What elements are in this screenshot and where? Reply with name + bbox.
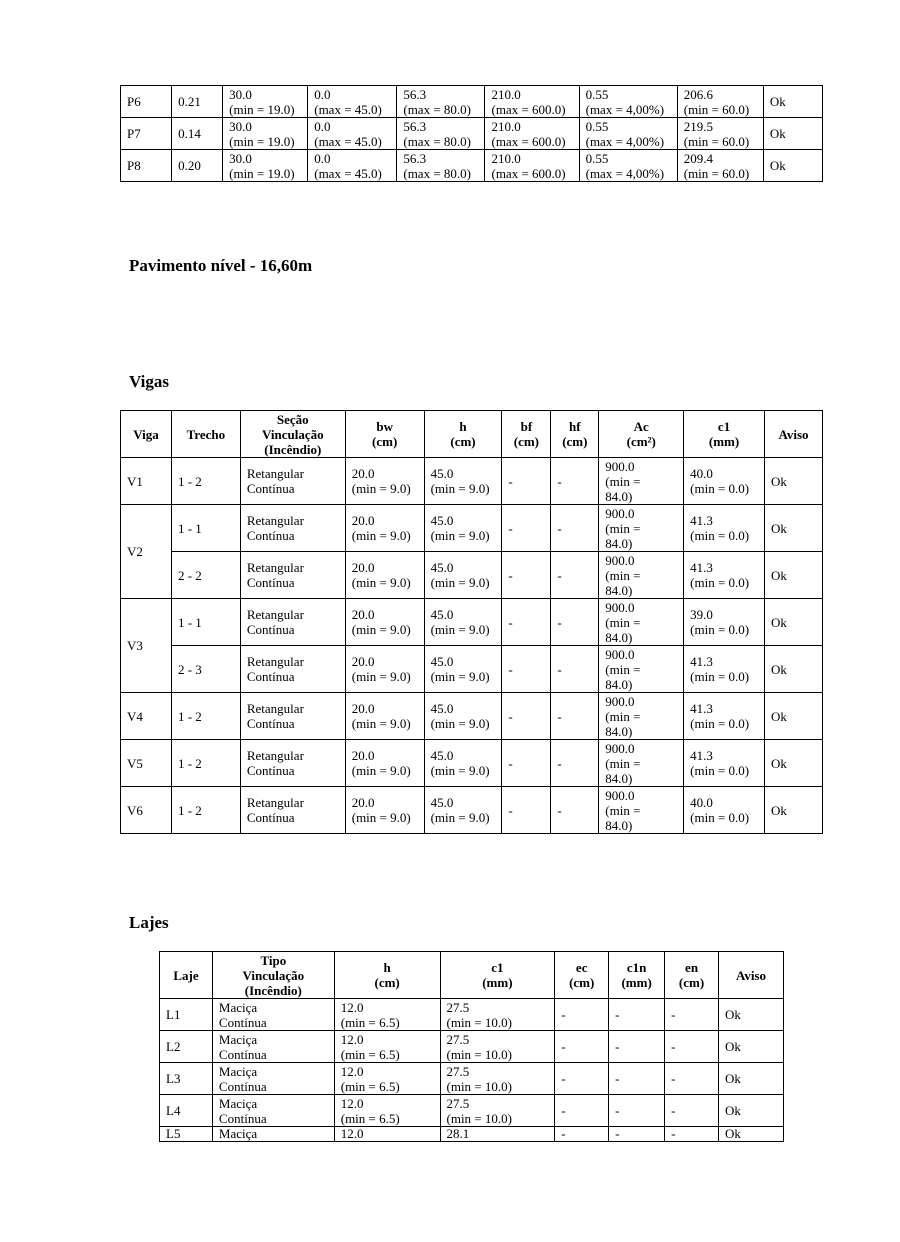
- laje-aviso: Ok: [719, 1127, 784, 1142]
- viga-bw: 20.0 (min = 9.0): [345, 740, 424, 787]
- viga-bf: -: [502, 787, 551, 834]
- viga-secao: Retangular Contínua: [240, 505, 345, 552]
- viga-aviso: Ok: [764, 646, 822, 693]
- viga-hf: -: [551, 693, 599, 740]
- viga-c1: 40.0 (min = 0.0): [684, 787, 765, 834]
- laje-en: -: [665, 1127, 719, 1142]
- viga-secao: Retangular Contínua: [240, 693, 345, 740]
- pilar-cell: 56.3 (max = 80.0): [397, 118, 485, 150]
- viga-hf: -: [551, 552, 599, 599]
- viga-bf: -: [502, 599, 551, 646]
- viga-id: V6: [121, 787, 172, 834]
- viga-ac: 900.0 (min = 84.0): [599, 505, 684, 552]
- pilar-cell: 210.0 (max = 600.0): [485, 150, 579, 182]
- viga-aviso: Ok: [764, 693, 822, 740]
- laje-c1: 27.5 (min = 10.0): [440, 1095, 555, 1127]
- laje-c1n: -: [609, 999, 665, 1031]
- laje-h: 12.0 (min = 6.5): [334, 1095, 440, 1127]
- table-row: [121, 118, 823, 150]
- viga-trecho: 1 - 1: [171, 599, 240, 646]
- viga-bw: 20.0 (min = 9.0): [345, 599, 424, 646]
- viga-secao: Retangular Contínua: [240, 599, 345, 646]
- laje-ec: -: [555, 1095, 609, 1127]
- laje-c1: 27.5 (min = 10.0): [440, 1063, 555, 1095]
- laje-tipo: Maciça Contínua: [212, 1031, 334, 1063]
- viga-bw: 20.0 (min = 9.0): [345, 693, 424, 740]
- viga-hf: -: [551, 599, 599, 646]
- laje-ec: -: [555, 1063, 609, 1095]
- viga-h: 45.0 (min = 9.0): [424, 646, 502, 693]
- pilar-cell: 56.3 (max = 80.0): [397, 86, 485, 118]
- viga-hf: -: [551, 458, 599, 505]
- viga-bf: -: [502, 693, 551, 740]
- viga-bf: -: [502, 740, 551, 787]
- laje-en: -: [665, 999, 719, 1031]
- col-header-aviso: Aviso: [764, 411, 822, 458]
- pilar-cell: 0.55 (max = 4,00%): [579, 118, 677, 150]
- table-row: [121, 599, 823, 646]
- pilar-value: 0.21: [172, 86, 223, 118]
- viga-h: 45.0 (min = 9.0): [424, 787, 502, 834]
- laje-id: L3: [160, 1063, 213, 1095]
- pilar-id: P8: [121, 150, 172, 182]
- viga-h: 45.0 (min = 9.0): [424, 505, 502, 552]
- viga-secao: Retangular Contínua: [240, 646, 345, 693]
- col-header-trecho: Trecho: [171, 411, 240, 458]
- viga-ac: 900.0 (min = 84.0): [599, 787, 684, 834]
- pilar-cell: 0.0 (max = 45.0): [308, 150, 397, 182]
- viga-bf: -: [502, 552, 551, 599]
- laje-aviso: Ok: [719, 1063, 784, 1095]
- laje-c1n: -: [609, 1031, 665, 1063]
- viga-c1: 41.3 (min = 0.0): [684, 505, 765, 552]
- lajes-table: [159, 951, 784, 1142]
- viga-bw: 20.0 (min = 9.0): [345, 458, 424, 505]
- laje-h: 12.0 (min = 6.5): [334, 1063, 440, 1095]
- pilar-value: 0.20: [172, 150, 223, 182]
- col-header-laje: Laje: [160, 952, 213, 999]
- pilar-cell: 56.3 (max = 80.0): [397, 150, 485, 182]
- laje-h: 12.0 (min = 6.5): [334, 1031, 440, 1063]
- viga-trecho: 1 - 2: [171, 787, 240, 834]
- pilar-cell: 0.55 (max = 4,00%): [579, 150, 677, 182]
- laje-tipo: Maciça Contínua: [212, 1095, 334, 1127]
- viga-hf: -: [551, 646, 599, 693]
- laje-id: L1: [160, 999, 213, 1031]
- viga-ac: 900.0 (min = 84.0): [599, 740, 684, 787]
- table-row: [121, 505, 823, 552]
- viga-h: 45.0 (min = 9.0): [424, 458, 502, 505]
- table-row: [121, 552, 823, 599]
- table-row: [160, 999, 784, 1031]
- pilar-cell: 206.6 (min = 60.0): [677, 86, 763, 118]
- pilar-cell: 30.0 (min = 19.0): [223, 86, 308, 118]
- viga-ac: 900.0 (min = 84.0): [599, 646, 684, 693]
- laje-c1: 27.5 (min = 10.0): [440, 999, 555, 1031]
- viga-id: V1: [121, 458, 172, 505]
- col-header-c1: c1 (mm): [440, 952, 555, 999]
- viga-trecho: 2 - 2: [171, 552, 240, 599]
- laje-tipo: Maciça Contínua: [212, 1063, 334, 1095]
- laje-c1n: -: [609, 1127, 665, 1142]
- viga-secao: Retangular Contínua: [240, 740, 345, 787]
- viga-secao: Retangular Contínua: [240, 458, 345, 505]
- table-row: [121, 693, 823, 740]
- viga-secao: Retangular Contínua: [240, 552, 345, 599]
- laje-aviso: Ok: [719, 1031, 784, 1063]
- laje-tipo: Maciça: [212, 1127, 334, 1142]
- viga-id: V2: [121, 505, 172, 599]
- viga-aviso: Ok: [764, 740, 822, 787]
- col-header-c1: c1 (mm): [684, 411, 765, 458]
- pilar-cell: 0.0 (max = 45.0): [308, 86, 397, 118]
- viga-ac: 900.0 (min = 84.0): [599, 693, 684, 740]
- pilar-id: P7: [121, 118, 172, 150]
- col-header-ac: Ac (cm²): [599, 411, 684, 458]
- laje-c1n: -: [609, 1095, 665, 1127]
- pilar-cell: 219.5 (min = 60.0): [677, 118, 763, 150]
- viga-ac: 900.0 (min = 84.0): [599, 458, 684, 505]
- viga-c1: 40.0 (min = 0.0): [684, 458, 765, 505]
- pilar-cell: 30.0 (min = 19.0): [223, 118, 308, 150]
- viga-bw: 20.0 (min = 9.0): [345, 505, 424, 552]
- laje-id: L5: [160, 1127, 213, 1142]
- vigas-title: Vigas: [129, 372, 169, 391]
- viga-id: V5: [121, 740, 172, 787]
- viga-hf: -: [551, 787, 599, 834]
- pilar-value: 0.14: [172, 118, 223, 150]
- col-header-hf: hf (cm): [551, 411, 599, 458]
- viga-secao: Retangular Contínua: [240, 787, 345, 834]
- pilar-cell: 30.0 (min = 19.0): [223, 150, 308, 182]
- viga-bw: 20.0 (min = 9.0): [345, 646, 424, 693]
- laje-aviso: Ok: [719, 1095, 784, 1127]
- table-row: [121, 646, 823, 693]
- laje-c1: 27.5 (min = 10.0): [440, 1031, 555, 1063]
- col-header-viga: Viga: [121, 411, 172, 458]
- table-header-row: [160, 952, 784, 999]
- col-header-h: h (cm): [424, 411, 502, 458]
- laje-id: L2: [160, 1031, 213, 1063]
- laje-c1n: -: [609, 1063, 665, 1095]
- col-header-h: h (cm): [334, 952, 440, 999]
- col-header-c1n: c1n (mm): [609, 952, 665, 999]
- viga-trecho: 1 - 1: [171, 505, 240, 552]
- pilar-cell: 210.0 (max = 600.0): [485, 86, 579, 118]
- laje-ec: -: [555, 1031, 609, 1063]
- viga-id: V3: [121, 599, 172, 693]
- pilar-aviso: Ok: [763, 118, 822, 150]
- pilar-cell: 0.55 (max = 4,00%): [579, 86, 677, 118]
- pilar-aviso: Ok: [763, 150, 822, 182]
- pavimento-title: Pavimento nível - 16,60m: [129, 256, 313, 275]
- table-row: [160, 1127, 784, 1142]
- viga-c1: 39.0 (min = 0.0): [684, 599, 765, 646]
- viga-trecho: 1 - 2: [171, 740, 240, 787]
- viga-bf: -: [502, 646, 551, 693]
- col-header-en: en (cm): [665, 952, 719, 999]
- laje-h: 12.0: [334, 1127, 440, 1142]
- viga-trecho: 1 - 2: [171, 693, 240, 740]
- viga-aviso: Ok: [764, 458, 822, 505]
- viga-bf: -: [502, 505, 551, 552]
- viga-h: 45.0 (min = 9.0): [424, 552, 502, 599]
- table-row: [121, 86, 823, 118]
- table-row: [121, 458, 823, 505]
- viga-h: 45.0 (min = 9.0): [424, 599, 502, 646]
- viga-h: 45.0 (min = 9.0): [424, 693, 502, 740]
- viga-trecho: 1 - 2: [171, 458, 240, 505]
- pilar-cell: 0.0 (max = 45.0): [308, 118, 397, 150]
- viga-aviso: Ok: [764, 505, 822, 552]
- col-header-aviso: Aviso: [719, 952, 784, 999]
- laje-aviso: Ok: [719, 999, 784, 1031]
- table-row: [121, 787, 823, 834]
- table-row: [160, 1063, 784, 1095]
- laje-ec: -: [555, 999, 609, 1031]
- col-header-bf: bf (cm): [502, 411, 551, 458]
- table-row: [160, 1095, 784, 1127]
- viga-c1: 41.3 (min = 0.0): [684, 646, 765, 693]
- pilares-table: [120, 85, 823, 182]
- laje-ec: -: [555, 1127, 609, 1142]
- viga-aviso: Ok: [764, 599, 822, 646]
- table-row: [121, 740, 823, 787]
- vigas-table: [120, 410, 823, 834]
- laje-c1: 28.1: [440, 1127, 555, 1142]
- col-header-tipo: Tipo Vinculação (Incêndio): [212, 952, 334, 999]
- laje-h: 12.0 (min = 6.5): [334, 999, 440, 1031]
- viga-ac: 900.0 (min = 84.0): [599, 599, 684, 646]
- col-header-secao: Seção Vinculação (Incêndio): [240, 411, 345, 458]
- pilar-id: P6: [121, 86, 172, 118]
- viga-c1: 41.3 (min = 0.0): [684, 552, 765, 599]
- pilar-cell: 209.4 (min = 60.0): [677, 150, 763, 182]
- viga-aviso: Ok: [764, 787, 822, 834]
- viga-id: V4: [121, 693, 172, 740]
- viga-hf: -: [551, 740, 599, 787]
- table-row: [160, 1031, 784, 1063]
- viga-trecho: 2 - 3: [171, 646, 240, 693]
- viga-h: 45.0 (min = 9.0): [424, 740, 502, 787]
- table-row: [121, 150, 823, 182]
- viga-hf: -: [551, 505, 599, 552]
- viga-aviso: Ok: [764, 552, 822, 599]
- table-header-row: [121, 411, 823, 458]
- pilar-cell: 210.0 (max = 600.0): [485, 118, 579, 150]
- laje-en: -: [665, 1095, 719, 1127]
- viga-bw: 20.0 (min = 9.0): [345, 787, 424, 834]
- viga-c1: 41.3 (min = 0.0): [684, 740, 765, 787]
- viga-bf: -: [502, 458, 551, 505]
- laje-id: L4: [160, 1095, 213, 1127]
- viga-ac: 900.0 (min = 84.0): [599, 552, 684, 599]
- pilar-aviso: Ok: [763, 86, 822, 118]
- col-header-ec: ec (cm): [555, 952, 609, 999]
- lajes-title: Lajes: [129, 913, 169, 932]
- laje-en: -: [665, 1063, 719, 1095]
- viga-c1: 41.3 (min = 0.0): [684, 693, 765, 740]
- viga-bw: 20.0 (min = 9.0): [345, 552, 424, 599]
- col-header-bw: bw (cm): [345, 411, 424, 458]
- laje-en: -: [665, 1031, 719, 1063]
- laje-tipo: Maciça Contínua: [212, 999, 334, 1031]
